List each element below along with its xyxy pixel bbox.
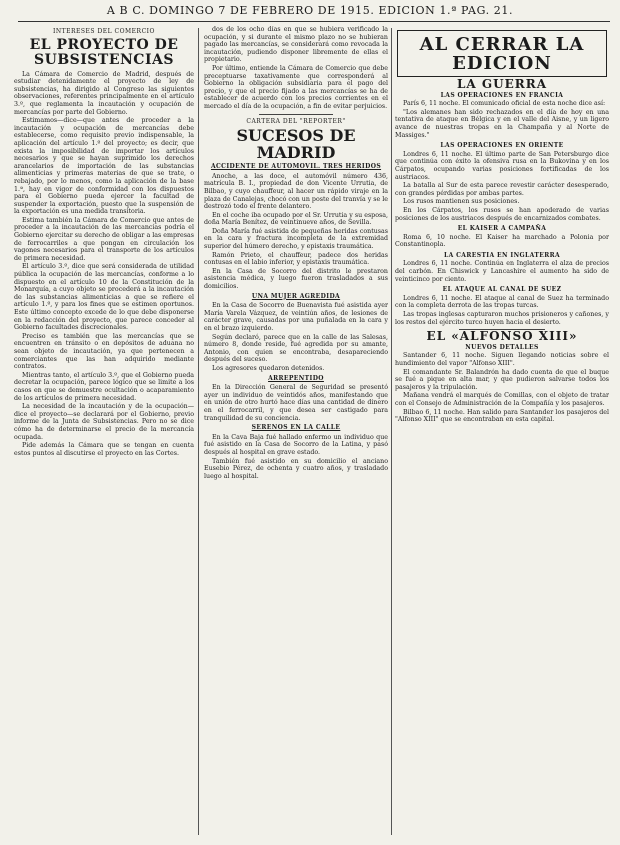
column-2 — [204, 26, 388, 841]
header-rule — [18, 21, 610, 22]
paragraph: Las tropas inglesas capturaron muchos prisioneros y cañones, y los restos del ejército turco huyen hacia el desierto. — [395, 311, 609, 326]
paragraph: El comandante Sr. Balandrón ha dado cuenta de que el buque se fué a pique en alta mar, y que pudieron salvarse todos los pasajeros y la tripulación. — [395, 368, 609, 391]
paragraph: Preciso es también que las mercancías que se encuentren en tránsito o en depósitos de aduana no sean objeto de incautación, ya que pertenecen a comerciantes que las han adquirido mediante contratos. — [14, 332, 194, 371]
paragraph: En los Cárpatos, los rusos se han apoderado de varias posiciones de los austriacos después de encarnizados combates. — [395, 206, 609, 222]
paragraph: París 6, 11 noche. El comunicado oficial de esta noche dice así: — [403, 100, 606, 108]
subheading: LA CARESTIA EN INGLATERRA — [443, 251, 561, 259]
paragraph: Estima también la Cámara de Comercio que antes de proceder a la incautación de las mercancías podría el Gobierno ejercitar su derecho de obligar a las empresas de ferrocarriles a que pongan en circulación los vagones necesarios para el transporte de los artículos de primera necesidad. — [14, 216, 194, 262]
column-divider — [391, 28, 392, 835]
paragraph: Santander 6, 11 noche. Siguen llegando noticias sobre el hundimiento del vapor "Alfonso XIII". — [395, 352, 609, 367]
paragraph: Según declaró, parece que en la calle de las Salesas, número 8, donde reside, fué agredida por su amante, Antonio, con quien se encontraba, desapareciendo después del suceso. — [204, 333, 388, 364]
subheading: UNA MUJER AGREDIDA — [251, 292, 341, 300]
paragraph: En la Cava Baja fué hallado enfermo un individuo que fué asistido en la Casa de Socorro de la Latina, y pasó después al hospital en grave estado. — [204, 433, 388, 456]
paragraph: Ramón Prieto, el chauffeur, padece dos heridas contusas en el labio inferior, y epistaxis traumática. — [204, 251, 388, 267]
paragraph: Roma 6, 10 noche. El Kaiser ha marchado a Polonia por Constantinopla. — [395, 233, 609, 249]
headline: SUCESOS DE MADRID — [236, 126, 356, 163]
section-title: LA GUERRA — [456, 77, 548, 91]
kicker: CARTERA DEL "REPORTER" — [246, 117, 346, 125]
paragraph: La batalla al Sur de esta parece revestir carácter desesperado, con grandes pérdidas por ambas partes. — [395, 182, 609, 197]
section-title: EL «ALFONSO XIII» — [426, 329, 578, 344]
column-1 — [14, 26, 194, 841]
headline: EL PROYECTO DE SUBSISTENCIAS — [29, 36, 179, 68]
paragraph: Los rusos mantienen sus posiciones. — [403, 198, 520, 206]
kicker: INTERESES DEL COMERCIO — [53, 28, 155, 35]
paragraph: Estimamos—dice—que antes de proceder a la incautación y ocupación de mercancías debe establecerse, como requisito previo indispensable, la aplicación del artículo 1.º del proyecto; es decir, que exista la imposibilidad de importar los artículos necesarios y que se hayan suprimido los derechos arancelarios de importación de las substancias alimenticias y primeras materias de que se trate, o rebajado, por lo menos, como la aplicación de la base 1.ª, hay en vigor de conformidad con los dispuestos para el Gobierno pueda ejercer la facultad de suspender la exportación, puesto que la suspensión de la exportación es una medida transitoria. — [14, 117, 194, 216]
paragraph: La necesidad de la incautación y de la ocupación—dice el proyecto—se declarará por el Gobierno, previo informe de la Junta de Subsistencias. Pero no se dice cómo ha de determinarse el precio de la mercancía ocupada. — [14, 403, 194, 441]
paragraph: Bilbao 6, 11 noche. Han salido para Santander los pasajeros del "Alfonso XIII" que se encontraban en esta capital. — [395, 408, 609, 424]
paragraph: Pide además la Cámara que se tengan en cuenta estos puntos al discutirse el proyecto en las Cortes. — [14, 442, 194, 457]
paragraph: El artículo 3.º, dice que será considerada de utilidad pública la ocupación de las mercancías, conforme a lo dispuesto en el artículo 10 de la Constitución de la Monarquía, a cuyo objeto se procederá a la incautación de las substancias alimenticias a que se refiere el artículo 1.º, y para los fines que se estimen oportunos. Este último concepto excede de lo que debe disponerse en la redacción del proyecto, que parece conceder al Gobierno facultades discrecionales. — [14, 263, 194, 332]
paragraph: En la Dirección General de Seguridad se presentó ayer un individuo de veintidós años, manifestando que en unión de otro hurtó hace días una cantidad de dinero en el ferrocarril, y que desea ser castigado para tranquilidad de su conciencia. — [204, 384, 388, 422]
paragraph: Londres 6, 11 noche. El ataque al canal de Suez ha terminado con la completa derrota de las tropas turcas. — [395, 294, 609, 310]
subheading: ACCIDENTE DE AUTOMOVIL. TRES HERIDOS — [210, 163, 382, 171]
page-header — [0, 4, 620, 24]
subheading: EL KAISER A CAMPAÑA — [457, 225, 547, 233]
paragraph: Mañana vendrá el marqués de Comillas, con el objeto de tratar con el Consejo de Administración de la Compañía y los pasajeros. — [395, 392, 609, 407]
paragraph: Doña María fué asistida de pequeñas heridas contusas en la cara y fractura incompleta de la extremidad superior del húmero derecho, y epistaxis traumática. — [204, 227, 388, 251]
subheading: NUEVOS DETALLES — [465, 343, 539, 351]
subheading: ARREPENTIDO — [268, 374, 324, 382]
boxed-title: AL CERRAR LA EDICION — [397, 30, 607, 77]
subheading: LAS OPERACIONES EN FRANCIA — [440, 91, 564, 99]
paragraph: En la Casa de Socorro del distrito le prestaron asistencia médica, y luego fueron trasladados a sus domicilios. — [204, 267, 388, 291]
paragraph: La Cámara de Comercio de Madrid, después de estudiar detenidamente el proyecto de ley de subsistencias, ha dirigido al Congreso las siguientes observaciones, referentes principalmente en el artículo 3.º, que reglamenta la incautación y ocupación de mercancías por parte del Gobierno. — [14, 70, 194, 116]
paragraph: Mientras tanto, el artículo 3.º, que el Gobierno pueda decretar la ocupación, parece lógico que se limite a los casos en que se demuestre ocultación o acaparamiento de los artículos de primera necesidad. — [14, 371, 194, 402]
column-3 — [395, 26, 609, 841]
paragraph: Anoche, a las doce, el automóvil número 436, matrícula B. I., propiedad de don Vicente Urrutia, de Bilbao, y cuyo chauffeur, al hacer un rápido viraje en la plaza de Canalejas, chocó con un poste del tranvía y se le destrozó todo el frente delantero. — [204, 172, 388, 211]
page-header-text: A B C. DOMINGO 7 DE FEBRERO DE 1915. EDICION 1.ª PAG. 21. — [106, 4, 514, 17]
subheading: EL ATAQUE AL CANAL DE SUEZ — [442, 286, 562, 294]
paragraph: En la Casa de Socorro de Buenavista fué asistida ayer María Varela Vázquez, de veintiún años, de lesiones de carácter grave, causadas por una puñalada en la cara y en el brazo izquierdo. — [204, 302, 388, 332]
subheading: LAS OPERACIONES EN ORIENTE — [440, 142, 564, 150]
column-divider — [198, 28, 199, 835]
paragraph: En el coche iba ocupado por el Sr. Urrutia y su esposa, doña María Benítez, de veintinueve años, de Sevilla. — [204, 211, 388, 227]
subheading: SERENOS EN LA CALLE — [251, 424, 341, 432]
paragraph: dos de los ocho días en que se hubiera verificado la ocupación, y si durante el mismo plazo no se hubieran pagado las mercancías, se considerará como revocada la incautación, pudiendo disponer libremente de ellas el propietario. — [204, 26, 388, 64]
paragraph: También fué asistido en su domicilio el anciano Eusebio Pérez, de ochenta y cuatro años, y trasladado luego al hospital. — [204, 457, 388, 480]
paragraph: "Los alemanes han sido rechazados en el día de hoy en una tentativa de ataque en Bélgica y en el valle del Aisne, y un ligero avance de nuestras tropas en la Champaña y al Norte de Massiges." — [395, 108, 609, 139]
paragraph: Los agresores quedaron detenidos. — [212, 364, 325, 372]
paragraph: Londres 6, 11 noche. El último parte de San Petersburgo dice que continúa con éxito la ofensiva rusa en la Bukovina y en los Cárpatos, ocupando varias posiciones fortificadas de los austriacos. — [395, 150, 609, 181]
paragraph: Por último, entiende la Cámara de Comercio que debe preceptuarse taxativamente que corresponderá al Gobierno la obligación subsidiaria para el pago del precio, y que el precio fijado a las mercancías se ha de establecer de acuerdo con los precios corrientes en el mercado el día de la ocupación, a fin de evitar perjuicios. — [204, 64, 388, 110]
divider — [259, 114, 333, 115]
paragraph: Londres 6, 11 noche. Continúa en Inglaterra el alza de precios del carbón. En Chiswick y Lancashire el aumento ha sido de veinticinco por ciento. — [395, 260, 609, 283]
